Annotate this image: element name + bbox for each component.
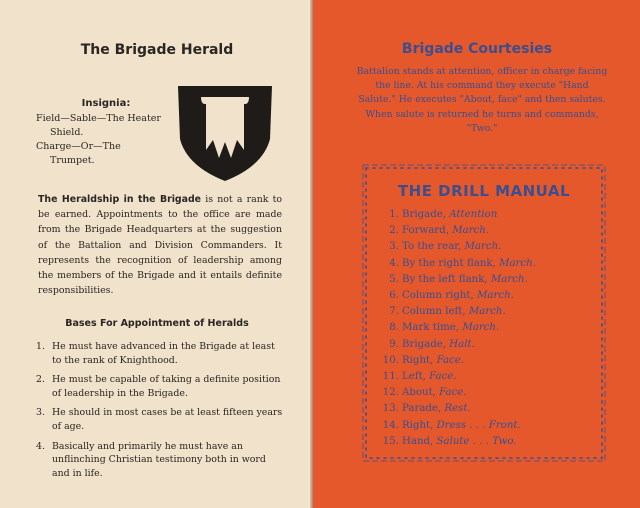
item-number: 4.: [36, 440, 45, 452]
command-text: Mark time,: [402, 322, 463, 334]
command-text: Forward,: [402, 225, 453, 237]
item-number: 10.: [382, 354, 399, 366]
item-number: 6.: [389, 290, 399, 302]
item-number: 13.: [382, 403, 399, 415]
command-word: Dress . . . Front.: [436, 419, 521, 431]
command-word: March.: [499, 257, 536, 269]
command-text: Hand,: [402, 435, 437, 447]
item-number: 1.: [36, 341, 45, 352]
bases-heading: Bases For Appointment of Heralds: [65, 318, 249, 329]
command-text: By the right flank,: [402, 257, 500, 269]
command-text: Column right,: [402, 290, 477, 302]
item-number: 4.: [389, 257, 399, 269]
item-number: 11.: [382, 371, 399, 383]
item-number: 5.: [389, 273, 399, 285]
command-text: Left,: [402, 371, 430, 383]
item-number: 1.: [389, 209, 399, 220]
insignia-block: [36, 97, 166, 168]
courtesies-title: Brigade Courtesies: [401, 41, 553, 57]
list-item: [36, 406, 284, 433]
list-item: [386, 207, 586, 223]
item-number: 7.: [389, 306, 399, 318]
command-text: Brigade,: [402, 338, 450, 350]
herald-title: The Brigade Herald: [80, 42, 234, 58]
command-text: Right,: [402, 354, 437, 366]
heater-shield-trumpet-icon: [175, 84, 275, 182]
command-word: March.: [490, 273, 528, 285]
command-word: Face.: [429, 371, 457, 383]
command-text: To the rear,: [402, 241, 465, 253]
item-number: 8.: [389, 322, 399, 334]
list-item: [382, 353, 586, 369]
item-number: 3.: [36, 407, 45, 419]
insignia-heading: Insignia:: [81, 98, 131, 109]
insignia-line: Field—Sable—The Heater Shield.: [36, 113, 161, 138]
list-item: [382, 369, 586, 385]
item-number: 14.: [382, 419, 399, 431]
list-item: [382, 418, 586, 434]
insignia-line: Charge—Or—The Trumpet.: [36, 141, 121, 166]
item-number: 3.: [389, 241, 399, 253]
item-text: He must have advanced in the Brigade at least to the rank of Knighthood.: [52, 341, 275, 366]
command-text: Right,: [402, 419, 437, 431]
list-item: [36, 340, 284, 367]
command-word: March.: [477, 290, 514, 302]
left-page: [0, 0, 314, 508]
item-text: He should in most cases be at least fifteen years of age.: [52, 407, 283, 432]
command-word: Face.: [436, 354, 465, 366]
command-word: Halt.: [449, 338, 475, 350]
command-word: March.: [452, 225, 490, 237]
command-text: Column left,: [402, 306, 469, 318]
item-text: He must be capable of taking a definite position of leadership in the Brigade.: [52, 374, 281, 399]
list-item: [386, 223, 586, 239]
list-item: [386, 272, 586, 288]
item-number: 2.: [389, 225, 399, 237]
item-number: 12.: [382, 387, 399, 399]
list-item: [386, 256, 586, 272]
list-item: [36, 440, 284, 481]
command-word: March.: [468, 306, 506, 318]
list-item: [386, 239, 586, 255]
list-item: [382, 401, 586, 417]
command-word: March.: [464, 241, 502, 253]
item-number: 2.: [36, 374, 45, 386]
drill-manual-list: [382, 207, 586, 450]
item-number: 9.: [389, 338, 399, 350]
command-word: Face.: [439, 387, 467, 399]
command-word: March.: [462, 322, 500, 334]
list-item: [382, 385, 586, 401]
list-item: [386, 304, 586, 320]
heraldship-paragraph: [38, 192, 282, 298]
heraldship-lead: The Heraldship in the Brigade: [38, 194, 202, 205]
command-word: Rest.: [444, 403, 471, 415]
command-word: Salute . . . Two.: [436, 435, 517, 447]
list-item: [36, 373, 284, 400]
item-number: 15.: [382, 435, 399, 447]
right-page: [314, 0, 640, 508]
bases-list: [36, 340, 284, 486]
command-text: Parade,: [402, 403, 445, 415]
item-text: Basically and primarily he must have an unflinching Christian testimony both in word and in life.: [52, 440, 266, 479]
command-text: By the left flank,: [402, 273, 491, 285]
list-item: [382, 434, 586, 450]
courtesies-paragraph: Battalion stands at attention, officer in charge facing the line. At his command they execute "Hand Salute." He executes "About, face" and then salutes. When salute is returned he turns and commands, "Two.": [356, 66, 608, 134]
list-item: [386, 320, 586, 336]
heraldship-text: is not a rank to be earned. Appointments to the office are made from the Brigade Headquarters at the suggestion of the Battalion and Division Commanders. It represents the recognition of leadership among the members of the Brigade and it entails definite responsibilities.: [38, 194, 283, 297]
list-item: [386, 288, 586, 304]
command-word: Attention: [449, 209, 498, 220]
command-text: Brigade,: [402, 209, 450, 220]
list-item: [386, 337, 586, 353]
drill-manual-title: THE DRILL MANUAL: [397, 182, 571, 200]
command-text: About,: [402, 387, 440, 399]
